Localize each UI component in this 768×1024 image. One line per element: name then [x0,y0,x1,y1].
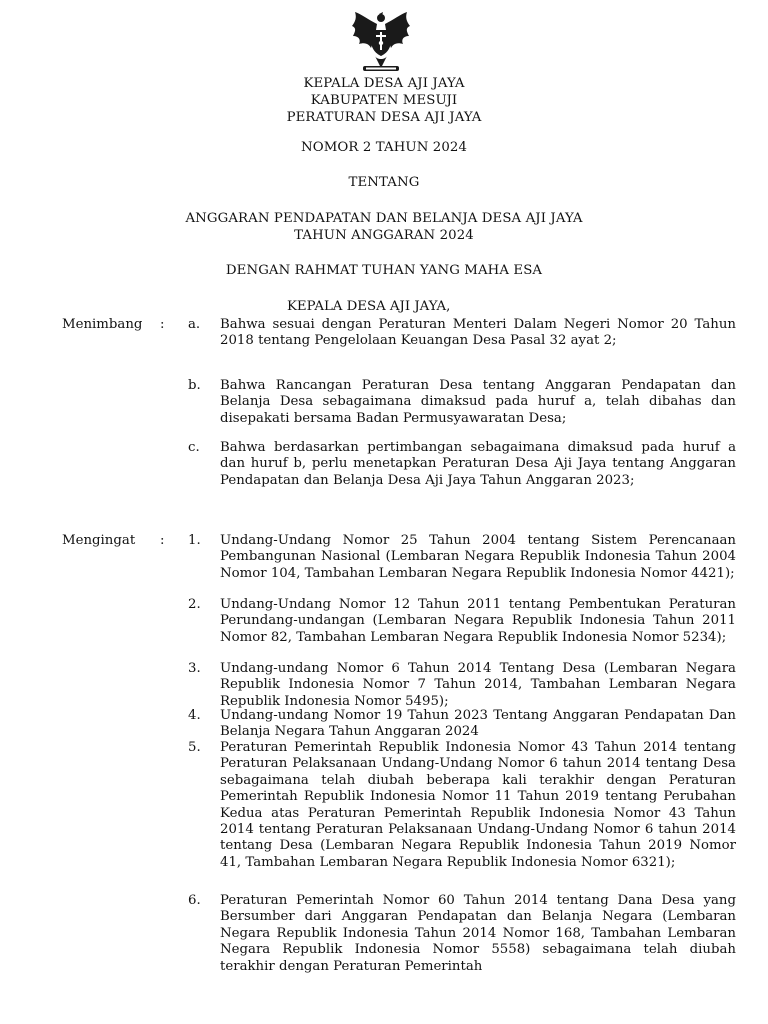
item-text: Undang-undang Nomor 19 Tahun 2023 Tentang Anggaran Pendapatan Dan Belanja Negara Tahun Anggaran 2024 [220,708,736,740]
kepala-desa-line: KEPALA DESA AJI JAYA, [287,299,451,314]
header-line-2: KABUPATEN MESUJI [310,93,458,108]
item-marker: b. [188,378,201,393]
item-text: Undang-undang Nomor 6 Tahun 2014 Tentang Desa (Lembaran Negara Republik Indonesia Nomor 7 Tahun 2014, Tambahan Lembaran Negara Republik Indonesia Nomor 5495); [220,661,736,709]
garuda-emblem-icon [349,10,413,76]
regulation-title-line-1: ANGGARAN PENDAPATAN DAN BELANJA DESA AJI JAYA [185,211,583,226]
item-text: Bahwa Rancangan Peraturan Desa tentang Anggaran Pendapatan dan Belanja Desa sebagaimana dimaksud pada huruf a, telah dibahas dan disepakati bersama Badan Permusyawaratan Desa; [220,378,736,426]
item-marker: 1. [188,533,201,548]
mengingat-label: Mengingat [62,533,136,548]
item-text: Peraturan Pemerintah Republik Indonesia Nomor 43 Tahun 2014 tentang Peraturan Pelaksanaan Undang-Undang Nomor 6 tahun 2014 tentang Desa sebagaimana telah diubah beberapa kali terakhir dengan Peraturan Pemerintah Republik Indonesia Nomor 11 Tahun 2019 tentang Perubahan Kedua atas Peraturan Pemerintah Republik Indonesia Nomor 43 Tahun 2014 tentang Peraturan Pelaksanaan Undang-Undang Nomor 6 tahun 2014 tentang Desa (Lembaran Negara Republik Indonesia Tahun 2019 Nomor 41, Tambahan Lembaran Negara Republik Indonesia Nomor 6321); [220,740,736,870]
menimbang-label: Menimbang [62,317,143,332]
item-marker: 4. [188,708,201,723]
regulation-title-line-2: TAHUN ANGGARAN 2024 [294,228,474,243]
item-text: Undang-Undang Nomor 12 Tahun 2011 tentang Pembentukan Peraturan Perundang-undangan (Lembaran Negara Republik Indonesia Tahun 2011 Nomor 82, Tambahan Lembaran Negara Republik Indonesia Nomor 5234); [220,597,736,645]
item-text: Bahwa sesuai dengan Peraturan Menteri Dalam Negeri Nomor 20 Tahun 2018 tentang Pengelolaan Keuangan Desa Pasal 32 ayat 2; [220,317,736,349]
item-marker: c. [188,440,200,455]
item-marker: 6. [188,893,201,908]
item-text: Peraturan Pemerintah Nomor 60 Tahun 2014 tentang Dana Desa yang Bersumber dari Anggaran Pendapatan dan Belanja Negara (Lembaran Negara Republik Indonesia Tahun 2014 Nomor 168, Tambahan Lembaran Negara Republik Indonesia Nomor 5558) sebagaimana telah diubah terakhir dengan Peraturan Pemerintah [220,893,736,974]
item-text: Bahwa berdasarkan pertimbangan sebagaimana dimaksud pada huruf a dan huruf b, perlu menetapkan Peraturan Desa Aji Jaya tentang Anggaran Pendapatan dan Belanja Desa Aji Jaya Tahun Anggaran 2023; [220,440,736,488]
mengingat-colon: : [160,533,165,548]
item-marker: 3. [188,661,201,676]
item-text: Undang-Undang Nomor 25 Tahun 2004 tentang Sistem Perencanaan Pembangunan Nasional (Lembaran Negara Republik Indonesia Tahun 2004 Nomor 104, Tambahan Lembaran Negara Republik Indonesia Nomor 4421); [220,533,736,581]
menimbang-colon: : [160,317,165,332]
regulation-number: NOMOR 2 TAHUN 2024 [300,140,468,155]
header-line-3: PERATURAN DESA AJI JAYA [286,110,482,125]
rahmat-line: DENGAN RAHMAT TUHAN YANG MAHA ESA [225,263,543,278]
tentang-heading: TENTANG [348,175,420,190]
item-marker: a. [188,317,201,332]
item-marker: 2. [188,597,201,612]
header-line-1: KEPALA DESA AJI JAYA [303,76,465,91]
item-marker: 5. [188,740,201,755]
